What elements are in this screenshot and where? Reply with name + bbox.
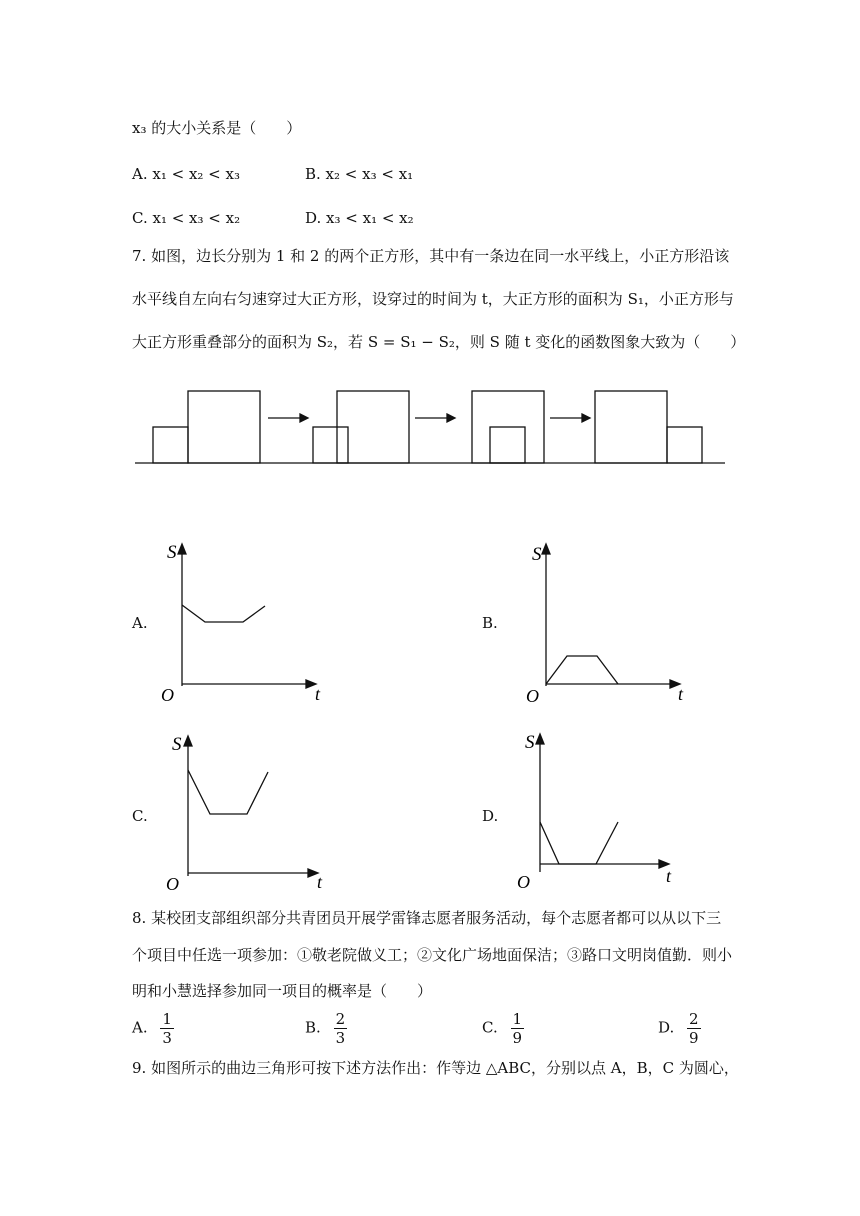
graph-a-label: A. [132, 614, 148, 632]
small-square-2 [313, 427, 348, 463]
q6-tail: x₃ 的大小关系是（ ） [132, 119, 302, 137]
q8-line-3: 明和小慧选择参加同一项目的概率是（ ） [132, 982, 433, 1000]
q6-option-a: A. x₁ < x₂ < x₃ [132, 165, 240, 183]
graph-b-axis-t: t [678, 684, 684, 704]
graph-c-label: C. [132, 807, 148, 825]
graph-d-axis-s: S [525, 732, 535, 753]
graph-a-axis-s: S [167, 542, 177, 563]
q8-option-a-num: 1 [162, 1010, 172, 1028]
q8-option-c-den: 9 [512, 1029, 523, 1047]
q6-option-b: B. x₂ < x₃ < x₁ [305, 165, 414, 183]
q8-option-d: D. $\frac{2}{9}$ [658, 1010, 699, 1047]
graph-b [522, 538, 702, 706]
graph-d-origin: O [517, 872, 530, 892]
q7-line-2: 水平线自左向右匀速穿过大正方形，设穿过的时间为 t，大正方形的面积为 S₁，小正方形与 [132, 290, 734, 308]
big-square-1 [188, 391, 260, 463]
q8-option-c: C. $\frac{1}{9}$ [482, 1010, 523, 1047]
q7-line-1: 7. 如图，边长分别为 1 和 2 的两个正方形，其中有一条边在同一水平线上，小正方形沿该 [132, 247, 730, 265]
q8-line-1: 8. 某校团支部组织部分共青团员开展学雷锋志愿者服务活动，每个志愿者都可以从以下三 [132, 909, 722, 927]
small-square-4 [667, 427, 702, 463]
graph-a [155, 538, 335, 706]
graph-b-label: B. [482, 614, 498, 632]
q8-option-b: B. $\frac{2}{3}$ [305, 1010, 346, 1047]
q8-line-2: 个项目中任选一项参加：①敬老院做义工；②文化广场地面保洁；③路口文明岗值勤．则小 [132, 946, 733, 964]
graph-d-axis-t: t [666, 866, 672, 886]
graph-c [160, 730, 340, 898]
graph-b-curve [546, 656, 618, 684]
squares-sliding-figure [130, 385, 730, 470]
graph-d-curve [540, 822, 618, 864]
graph-c-axis-s: S [172, 734, 182, 755]
q8-option-a-den: 3 [162, 1029, 172, 1047]
q9-line-1: 9. 如图所示的曲边三角形可按下述方法作出：作等边 △ABC，分别以点 A，B，C 为圆心， [132, 1059, 739, 1077]
q6-option-d: D. x₃ < x₁ < x₂ [305, 209, 414, 227]
q8-option-a: A. $\frac{1}{3}$ [132, 1010, 172, 1047]
graph-a-origin: O [161, 685, 174, 705]
graph-a-axis-t: t [315, 684, 321, 704]
big-square-4 [595, 391, 667, 463]
graph-d-label: D. [482, 807, 499, 825]
q7-line-3: 大正方形重叠部分的面积为 S₂，若 S = S₁ − S₂，则 S 随 t 变化的函数图象大致为（ ） [132, 333, 746, 351]
graph-c-curve [188, 770, 268, 814]
small-square-1 [153, 427, 188, 463]
q8-option-d-num: 2 [689, 1010, 699, 1028]
graph-b-axis-s: S [532, 544, 542, 565]
q6-option-c: C. x₁ < x₃ < x₂ [132, 209, 241, 227]
q8-option-c-num: 1 [512, 1010, 523, 1028]
graph-b-origin: O [526, 686, 539, 706]
q8-option-b-num: 2 [335, 1010, 346, 1028]
graph-c-origin: O [166, 874, 179, 894]
small-square-3 [490, 427, 525, 463]
graph-a-curve [182, 605, 265, 622]
q8-option-b-den: 3 [335, 1029, 346, 1047]
graph-d [516, 728, 696, 896]
graph-c-axis-t: t [317, 872, 323, 892]
q8-option-d-den: 9 [689, 1029, 699, 1047]
